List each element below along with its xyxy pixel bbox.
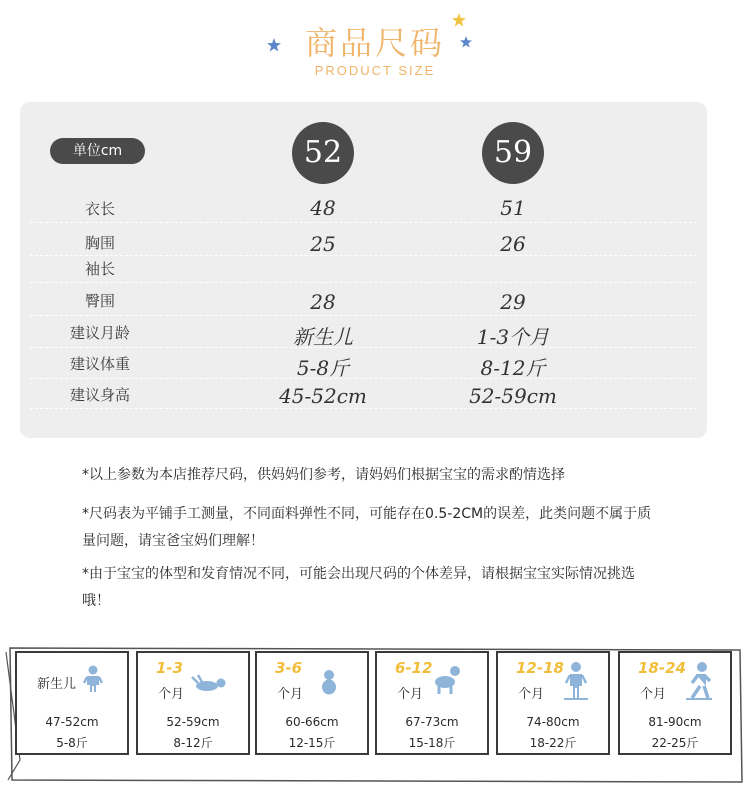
row-divider	[30, 315, 697, 316]
sitting-baby-icon	[319, 669, 339, 695]
row-label-hip: 臀围	[84, 292, 115, 310]
age-unit: 个月	[640, 687, 667, 702]
row-divider	[30, 255, 697, 256]
note-individual-difference: *由于宝宝的体型和发育情况不同，可能会出现尺码的个体差异，请根据宝宝实际情况挑选哦！	[82, 566, 635, 609]
age-unit: 新生儿	[37, 677, 77, 692]
value-hip-59: 29	[500, 290, 526, 314]
age-range: 12-18	[516, 659, 564, 677]
standing-baby-icon	[83, 665, 103, 693]
age-height: 52-59cm	[166, 715, 220, 729]
age-card-6-12-months	[375, 651, 489, 755]
age-height: 81-90cm	[648, 715, 702, 729]
size-table-card	[20, 102, 707, 438]
age-weight: 22-25斤	[651, 736, 699, 750]
value-weight-59: 8-12斤	[480, 356, 546, 380]
standing-toddler-icon	[564, 661, 588, 701]
age-range: 18-24	[638, 659, 686, 677]
value-chest-52: 25	[310, 232, 336, 256]
row-divider	[30, 378, 697, 379]
row-label-weight: 建议体重	[69, 355, 130, 373]
age-range: 1-3	[156, 659, 184, 677]
page-title: 商品尺码	[304, 24, 445, 62]
size-59-badge: 59	[482, 122, 544, 184]
row-label-height: 建议身高	[69, 386, 130, 404]
age-weight: 5-8斤	[56, 736, 88, 750]
age-unit: 个月	[518, 687, 545, 702]
age-height: 60-66cm	[285, 715, 339, 729]
row-divider	[30, 408, 697, 409]
age-range: 3-6	[275, 659, 303, 677]
row-label-age: 建议月龄	[69, 324, 130, 342]
lying-baby-icon	[190, 673, 226, 693]
age-unit: 个月	[158, 687, 185, 702]
value-length-59: 51	[500, 196, 526, 220]
unit-label: 单位cm	[50, 138, 145, 164]
age-unit: 个月	[397, 687, 424, 702]
age-card-12-18-months	[496, 651, 610, 755]
value-age-59: 1-3个月	[476, 325, 550, 349]
row-label-chest: 胸围	[84, 234, 115, 252]
age-card-3-6-months	[255, 651, 369, 755]
note-measurement-error: *尺码表为平铺手工测量，不同面料弹性不同，可能存在0.5-2CM的误差，此类问题不属于质量问题，请宝爸宝妈们理解！	[82, 506, 652, 549]
note-recommendation: *以上参数为本店推荐尺码，供妈妈们参考，请妈妈们根据宝宝的需求酌情选择	[82, 467, 565, 483]
age-height: 47-52cm	[45, 715, 99, 729]
age-unit: 个月	[277, 687, 304, 702]
crawling-baby-icon	[431, 665, 463, 695]
row-divider	[30, 282, 697, 283]
page-subtitle: PRODUCT SIZE	[314, 63, 436, 78]
age-height: 74-80cm	[526, 715, 580, 729]
age-card-newborn	[15, 651, 129, 755]
age-weight: 12-15斤	[288, 736, 336, 750]
age-height: 67-73cm	[405, 715, 459, 729]
value-age-52: 新生儿	[293, 325, 353, 349]
value-height-59: 52-59cm	[469, 384, 557, 408]
age-range: 6-12	[395, 659, 433, 677]
age-card-18-24-months	[618, 651, 732, 755]
walking-toddler-icon	[684, 661, 714, 701]
row-label-sleeve: 袖长	[84, 260, 115, 278]
value-chest-59: 26	[500, 232, 526, 256]
row-label-length: 衣长	[84, 200, 115, 218]
age-card-1-3-months	[136, 651, 250, 755]
value-hip-52: 28	[310, 290, 336, 314]
value-length-52: 48	[310, 196, 336, 220]
age-weight: 8-12斤	[173, 736, 213, 750]
size-52-badge: 52	[292, 122, 354, 184]
row-divider	[30, 222, 697, 223]
row-divider	[30, 347, 697, 348]
age-weight: 18-22斤	[529, 736, 577, 750]
age-weight: 15-18斤	[408, 736, 456, 750]
value-height-52: 45-52cm	[279, 384, 367, 408]
value-weight-52: 5-8斤	[296, 356, 350, 380]
